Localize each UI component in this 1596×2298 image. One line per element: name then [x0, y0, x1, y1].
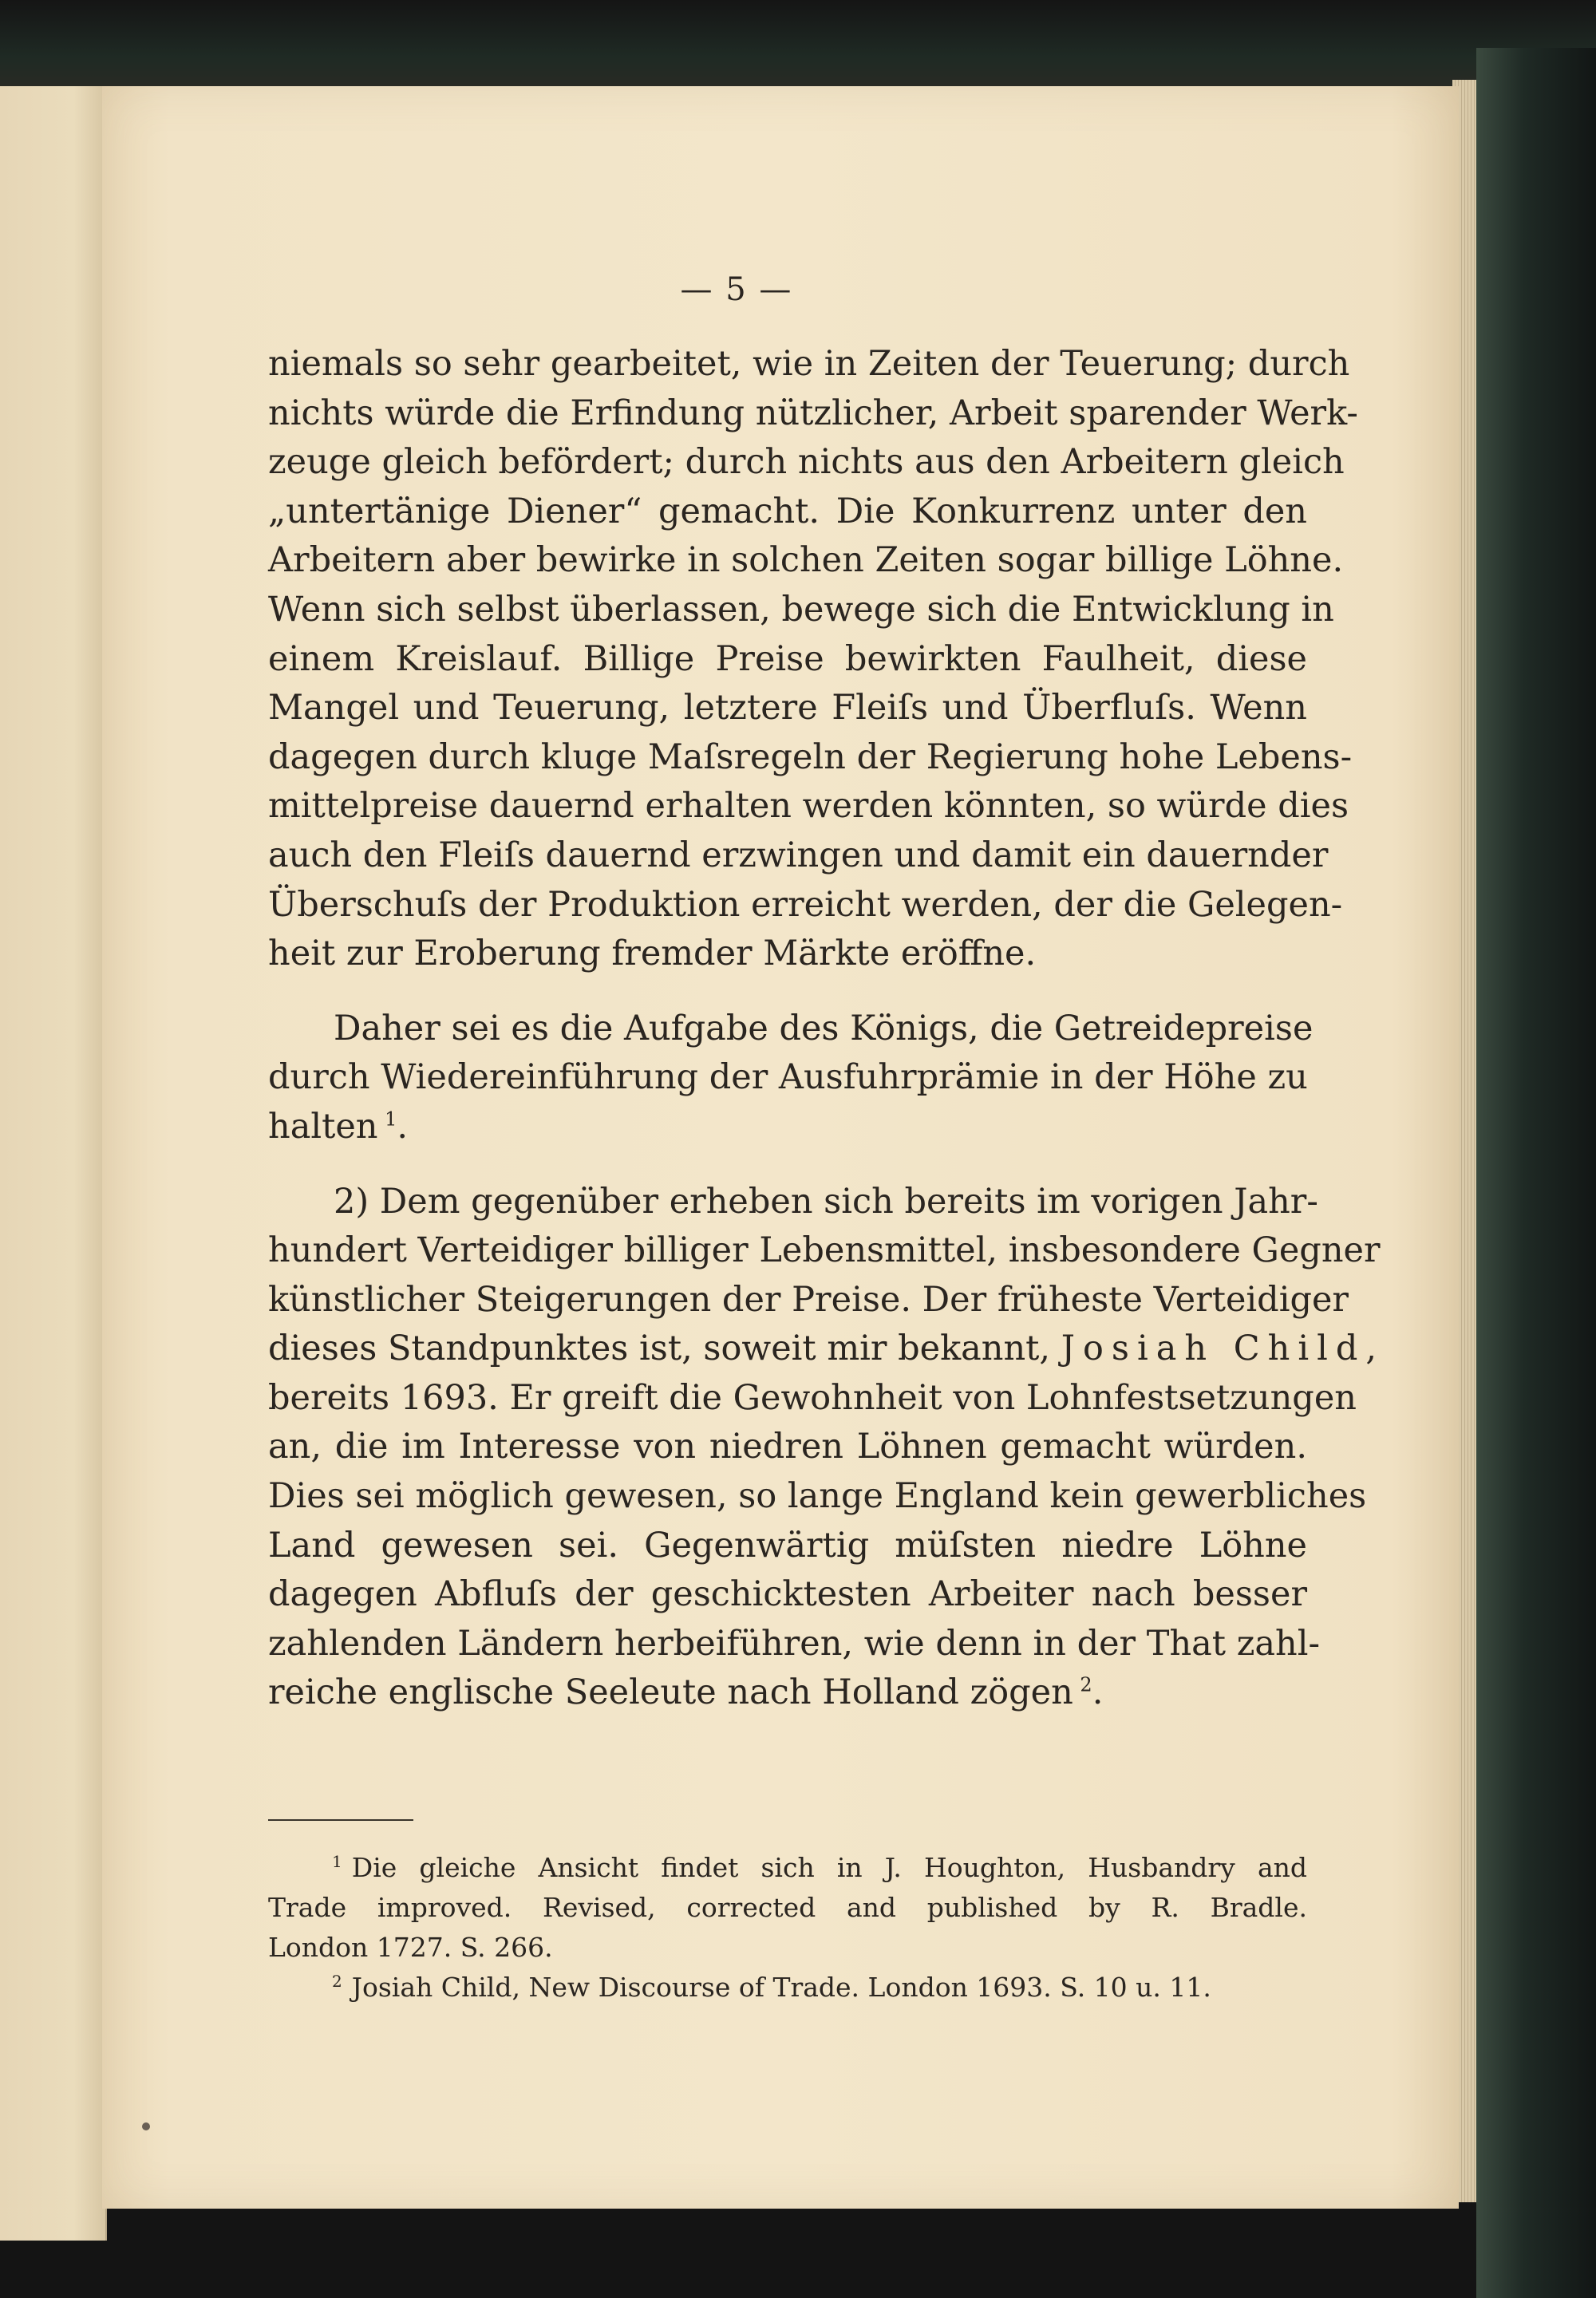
footnote-divider	[268, 1819, 413, 1821]
text-line: mittelpreise dauernd erhalten werden könnten, so würde dies	[268, 786, 1349, 827]
text-line: Arbeitern aber bewirke in solchen Zeiten sogar billige Löhne.	[268, 540, 1344, 581]
punctuation: .	[1092, 1672, 1104, 1713]
text-line: zeuge gleich befördert; durch nichts aus den Arbeitern gleich	[268, 442, 1345, 483]
page	[102, 86, 1459, 2209]
paper-speck	[142, 2122, 150, 2130]
text-line: Dies sei möglich gewesen, so lange England kein gewerbliches	[268, 1476, 1367, 1517]
text-line: Wenn sich selbst überlassen, bewege sich die Entwicklung in	[268, 589, 1334, 630]
book-binding-top	[0, 0, 1596, 96]
text-line: Land gewesen sei. Gegenwärtig müſsten niedre Löhne	[268, 1525, 1307, 1566]
text-line: „untertänige Diener“ gemacht. Die Konkurrenz unter den	[268, 491, 1307, 531]
footnote-line	[268, 1968, 1307, 2008]
body-text	[268, 340, 1385, 1718]
text-line: durch Wiedereinführung der Ausfuhrprämie in der Höhe zu	[268, 1057, 1308, 1098]
author-name-spaced: Josiah Child,	[1061, 1329, 1385, 1369]
text-line: dagegen Abfluſs der geschicktesten Arbeiter nach besser	[268, 1574, 1307, 1615]
footnote-line	[268, 1848, 1307, 1888]
text-line: 2) Dem gegenüber erheben sich bereits im vorigen Jahr-	[334, 1181, 1318, 1222]
punctuation: .	[397, 1106, 409, 1147]
text-line: hundert Verteidiger billiger Lebensmittel, insbesondere Gegner	[268, 1230, 1381, 1271]
footnote-reference-1: 1	[385, 1108, 397, 1131]
paragraph-2	[268, 1005, 1314, 1152]
text-line-with-name	[268, 1325, 1385, 1374]
text-line: an, die im Interesse von niedren Löhnen gemacht würden.	[268, 1427, 1307, 1467]
text-line: auch den Fleiſs dauernd erzwingen und damit ein dauernder	[268, 835, 1329, 875]
footnote-reference-2: 2	[1080, 1674, 1092, 1697]
text-line: nichts würde die Erfindung nützlicher, Arbeit sparender Werk-	[268, 393, 1358, 433]
footnote-number: 2	[332, 1972, 342, 1991]
text-line: dagegen durch kluge Maſsregeln der Regierung hohe Lebens-	[268, 736, 1353, 777]
text-line: zahlenden Ländern herbeiführen, wie denn in der That zahl-	[268, 1623, 1320, 1664]
book-cover-edge	[1476, 48, 1596, 2298]
paragraph-3	[268, 1178, 1385, 1719]
footnotes	[268, 1848, 1307, 2008]
footnote-line: Trade improved. Revised, corrected and published by R. Bradle.	[268, 1892, 1307, 1923]
footnote-2	[268, 1968, 1307, 2008]
text-fragment: halten	[268, 1106, 378, 1147]
page-number: — 5 —	[680, 271, 793, 308]
text-line: bereits 1693. Er greift die Gewohnheit von Lohnfestsetzungen	[268, 1377, 1357, 1418]
footnote-1	[268, 1848, 1307, 1968]
text-line-with-footnote	[268, 1103, 1307, 1152]
text-line: einem Kreislauf. Billige Preise bewirkten Faulheit, diese	[268, 638, 1307, 679]
text-line: Mangel und Teuerung, letztere Fleiſs und Überfluſs. Wenn	[268, 688, 1307, 728]
text-line-with-footnote	[268, 1668, 1307, 1718]
paragraph-1	[268, 340, 1358, 979]
text-line: niemals so sehr gearbeitet, wie in Zeiten der Teuerung; durch	[268, 344, 1350, 384]
text-fragment: reiche englische Seeleute nach Holland zögen	[268, 1672, 1073, 1713]
text-fragment: Die gleiche Ansicht findet sich in J. Houghton, Husbandry and	[351, 1852, 1307, 1883]
text-fragment: Josiah Child, New Discourse of Trade. London 1693. S. 10 u. 11.	[351, 1972, 1211, 2003]
text-fragment: dieses Standpunktes ist, soweit mir bekannt,	[268, 1329, 1051, 1369]
text-line: heit zur Eroberung fremder Märkte eröffne.	[268, 934, 1037, 974]
text-line: Überschuſs der Produktion erreicht werden, der die Gelegen-	[268, 884, 1343, 925]
previous-page-edge	[0, 86, 107, 2241]
footnote-line: London 1727. S. 266.	[268, 1932, 553, 1963]
text-line: Daher sei es die Aufgabe des Königs, die Getreidepreise	[334, 1008, 1314, 1048]
footnote-number: 1	[332, 1852, 342, 1871]
text-line: künstlicher Steigerungen der Preise. Der früheste Verteidiger	[268, 1279, 1349, 1320]
